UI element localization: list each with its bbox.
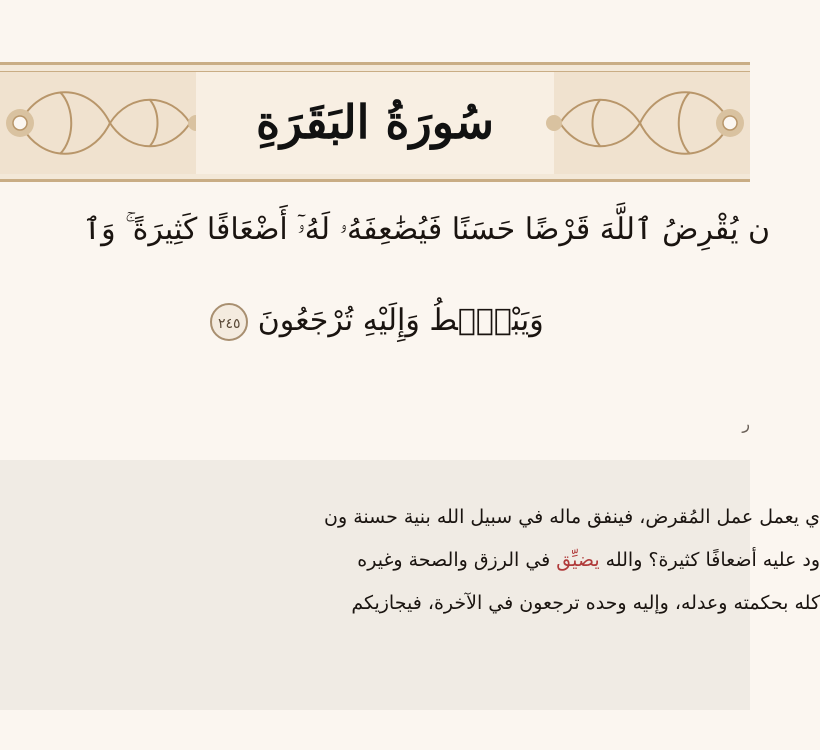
tafsir-line-3: كله بحكمته وعدله، وإليه وحده ترجعون في الآخرة، فيجازيكم [351, 592, 820, 614]
left-floral-ornament-icon [0, 72, 196, 174]
surah-title: سُورَةُ البَقَرَةِ [255, 95, 495, 149]
verse-line-2 [0, 303, 750, 341]
ayah-number-marker[interactable]: ٢٤٥ [210, 303, 248, 341]
tafsir-line-2 [0, 549, 820, 571]
right-floral-ornament-icon [554, 72, 750, 174]
banner-frame [0, 71, 750, 173]
side-label: ر [742, 414, 750, 433]
surah-header-banner [0, 62, 750, 182]
tafsir-panel [0, 460, 820, 710]
verse-line-2-text: وَيَبْصُۜطُ وَإِلَيْهِ تُرْجَعُونَ [257, 303, 544, 338]
highlighted-word[interactable]: يضيِّق [556, 549, 600, 571]
tafsir-line-2-end: في الرزق والصحة وغيره [357, 549, 557, 571]
verse-line-1: ن يُقْرِضُ ٱللَّهَ قَرْضًا حَسَنًا فَيُضَٰعِفَهُۥ لَهُۥٓ أَضْعَافًا كَثِيرَةً ۚ وَٱ [83, 212, 770, 247]
tafsir-line-2-start: ود عليه أضعافًا كثيرة؟ والله [599, 549, 820, 571]
tafsir-line-1: ي يعمل عمل المُقرض، فينفق ماله في سبيل الله بنية حسنة ون [324, 506, 820, 528]
